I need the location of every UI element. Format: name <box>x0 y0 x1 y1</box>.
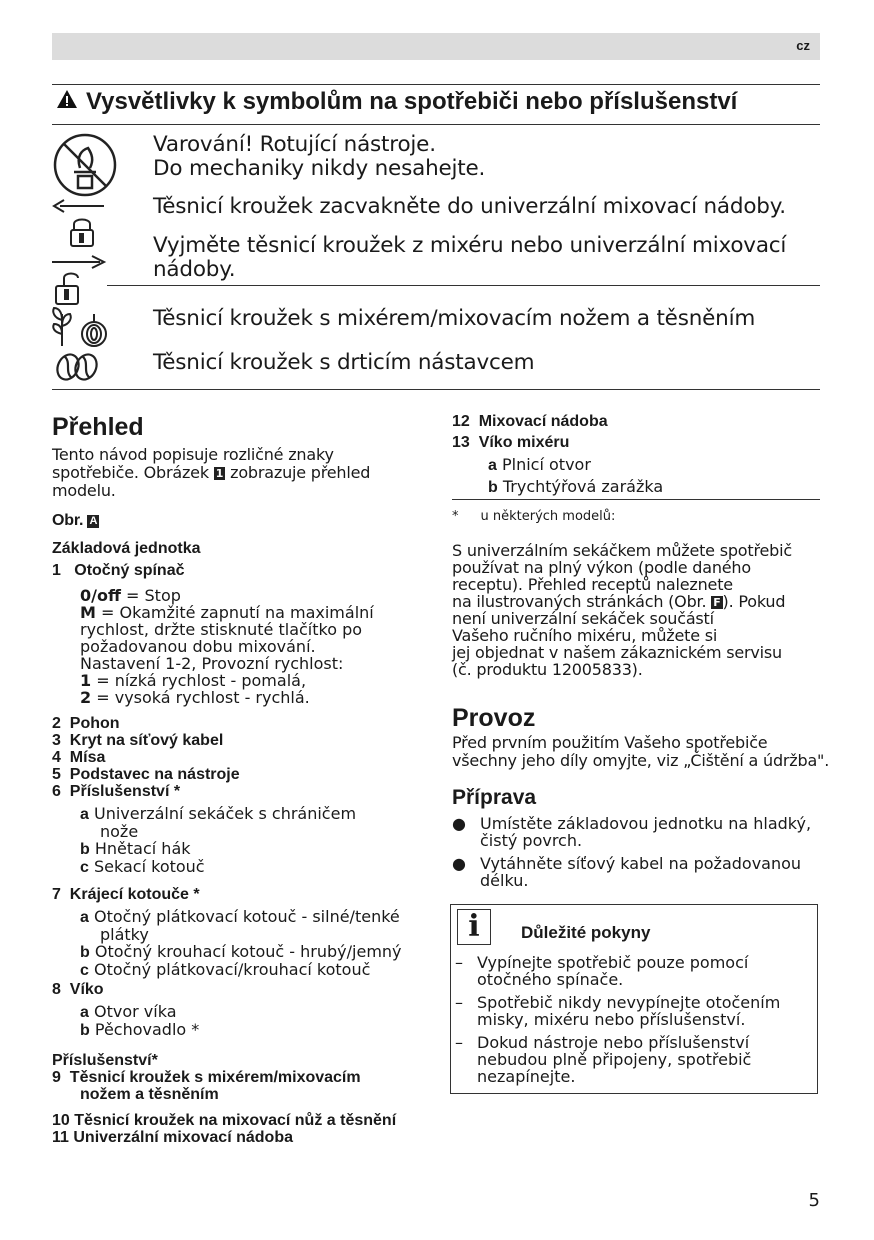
sub-item <box>452 456 822 474</box>
text-fragment: zobrazuje přehled <box>230 463 371 482</box>
sub-letter: a <box>80 909 89 926</box>
text-line: nebudou plně připojeny, spotřebič <box>477 1050 752 1069</box>
sub-letter: a <box>488 457 497 474</box>
symbol-row <box>153 234 786 282</box>
text-line <box>80 672 432 689</box>
language-code: cz <box>796 38 810 53</box>
text-fragment: Otočný krouhací kotouč - hrubý/jemný <box>94 942 402 961</box>
preparation-title: Příprava <box>452 786 537 809</box>
parts-list <box>52 540 432 1146</box>
text-line <box>452 593 832 610</box>
text-line: S univerzálním sekáčkem můžete spotřebič <box>452 541 792 560</box>
item-label: Otočný spínač <box>74 562 185 579</box>
list-item: 3 Kryt na síťový kabel <box>52 732 224 749</box>
key: 0/off <box>80 586 121 605</box>
text-fragment: Pěchovadlo * <box>94 1020 200 1039</box>
text-fragment: = nízká rychlost - pomalá, <box>91 671 307 690</box>
text-fragment: Hnětací hák <box>94 839 191 858</box>
text-line: misky, mixéru nebo příslušenství. <box>477 1010 746 1029</box>
sub-item <box>52 961 432 979</box>
text-line: Vypínejte spotřebič pouze pomocí <box>477 953 749 972</box>
text-fragment: Sekací kotouč <box>94 857 205 876</box>
symbol-text: nádoby. <box>153 257 236 282</box>
dash-icon: – <box>455 1033 463 1052</box>
symbol-text: Těsnicí kroužek s mixérem/mixovacím nožem a těsněním <box>153 306 756 331</box>
overview-intro <box>52 446 422 500</box>
operation-title: Provoz <box>452 704 536 732</box>
text-line: používat na plný výkon (podle daného <box>452 558 751 577</box>
list-item: 4 Mísa <box>52 749 106 766</box>
key: M <box>80 603 96 622</box>
text-fragment: Univerzální sekáček s chráničem <box>94 804 357 823</box>
text-fragment: Otvor víka <box>94 1002 177 1021</box>
switch-description <box>52 587 432 706</box>
footnote <box>452 509 615 524</box>
text-line: Dokud nástroje nebo příslušenství <box>477 1033 750 1052</box>
symbol-text: Varování! Rotující nástroje. <box>153 132 436 157</box>
figure-badge: F <box>713 596 721 609</box>
parts-list-cont <box>452 413 822 496</box>
text-line <box>80 689 432 706</box>
sub-letter: b <box>80 841 90 858</box>
text-line <box>52 464 422 482</box>
bullet-icon: ● <box>452 854 466 873</box>
figure-ref <box>52 512 99 530</box>
divider <box>107 285 820 286</box>
bullet-item <box>452 815 822 849</box>
sub-item <box>52 1021 432 1039</box>
symbol-row <box>153 307 755 331</box>
text-line: Vašeho ručního mixéru, můžete si <box>452 626 718 645</box>
text-line: čistý povrch. <box>480 831 583 850</box>
divider <box>52 84 820 85</box>
key: 2 <box>80 688 92 707</box>
operation-text <box>452 734 842 770</box>
sub-letter: b <box>488 479 498 496</box>
text-fragment: Otočný plátkovací kotouč - silné/tenké <box>94 907 400 926</box>
dash-item <box>455 1034 811 1085</box>
symbol-text: Vyjměte těsnicí kroužek z mixéru nebo univerzální mixovací <box>153 233 787 258</box>
important-notes-box <box>450 904 818 1094</box>
text-line: nožem a těsněním <box>80 1086 219 1103</box>
text-line: nezapínejte. <box>477 1067 576 1086</box>
footnote-mark: * <box>452 509 459 524</box>
text-line: není univerzální sekáček součástí <box>452 609 714 628</box>
bullet-item <box>452 855 822 889</box>
dash-icon: – <box>455 993 463 1012</box>
list-item: 9 Těsnicí kroužek s mixérem/mixovacím <box>52 1069 361 1086</box>
sub-item <box>452 478 822 496</box>
list-item: 10 Těsnicí kroužek na mixovací nůž a těsnění <box>52 1112 397 1129</box>
text-fragment: Plnicí otvor <box>502 455 591 474</box>
text-line: všechny jeho díly omyjte, viz „Čištění a údržba". <box>452 751 830 770</box>
list-item: 5 Podstavec na nástroje <box>52 766 240 783</box>
symbols-title-text: Vysvětlivky k symbolům na spotřebiči nebo příslušenství <box>86 88 738 115</box>
divider <box>452 499 820 500</box>
text-fragment: spotřebiče. Obrázek <box>52 463 209 482</box>
divider <box>52 389 820 390</box>
list-item: 2 Pohon <box>52 715 120 732</box>
section-label: Příslušenství* <box>52 1052 158 1069</box>
lock-arrow-left-icon <box>50 196 108 252</box>
warning-triangle-icon <box>56 88 78 116</box>
text-line: rychlost, držte stisknuté tlačítko po <box>80 620 363 639</box>
text-line: Tento návod popisuje rozličné znaky <box>52 445 334 464</box>
sub-letter: b <box>80 944 90 961</box>
overview-title: Přehled <box>52 413 144 441</box>
list-item: 12 Mixovací nádoba <box>452 413 608 430</box>
figure-badge: A <box>89 515 98 527</box>
symbol-row <box>153 351 534 375</box>
page-number: 5 <box>808 1190 820 1211</box>
chopper-note <box>452 542 832 678</box>
item-number: 1 <box>52 562 61 579</box>
sub-letter: b <box>80 1022 90 1039</box>
sub-letter: a <box>80 1004 89 1021</box>
figure-badge: 1 <box>215 467 224 480</box>
symbol-text: Do mechaniky nikdy nesahejte. <box>153 156 486 181</box>
text-line: požadovanou dobu mixování. <box>80 637 316 656</box>
list-item: 7 Krájecí kotouče * <box>52 886 200 903</box>
info-list <box>455 954 811 1085</box>
text-line: Před prvním použitím Vašeho spotřebiče <box>452 733 768 752</box>
text-line: jej objednat v našem zákaznickém servisu <box>452 643 783 662</box>
key: 1 <box>80 671 92 690</box>
dash-item <box>455 994 811 1028</box>
coffee-beans-icon <box>52 352 102 386</box>
rotating-blade-warning-icon <box>52 132 118 202</box>
sub-item <box>52 840 432 858</box>
text-line: Vytáhněte síťový kabel na požadovanou <box>480 854 802 873</box>
sub-item <box>52 858 432 876</box>
dash-icon: – <box>455 953 463 972</box>
text-line <box>80 604 432 621</box>
text-fragment: Trychtýřová zarážka <box>502 477 664 496</box>
symbol-row <box>153 195 786 219</box>
section-label: Základová jednotka <box>52 540 201 557</box>
text-fragment: ). Pokud <box>722 592 786 611</box>
text-line: nože <box>100 822 139 841</box>
bullet-icon: ● <box>452 814 466 833</box>
info-icon: i <box>457 909 491 945</box>
sub-item <box>52 943 432 961</box>
list-item <box>52 562 432 579</box>
sub-item <box>52 908 432 926</box>
text-line: receptu). Přehled receptů naleznete <box>452 575 733 594</box>
sub-letter: c <box>80 962 89 979</box>
text-line: (č. produktu 12005833). <box>452 660 643 679</box>
symbol-text: Těsnicí kroužek zacvakněte do univerzální mixovací nádoby. <box>153 194 786 219</box>
text-line: otočného spínače. <box>477 970 624 989</box>
list-item: 8 Víko <box>52 981 104 998</box>
text-fragment: Otočný plátkovací/krouhací kotouč <box>94 960 371 979</box>
text-line: Umístěte základovou jednotku na hladký, <box>480 814 812 833</box>
dash-item <box>455 954 811 988</box>
herbs-onion-icon <box>50 300 110 352</box>
header-bar <box>52 33 820 60</box>
symbols-title <box>56 88 737 116</box>
text-line: Spotřebič nikdy nevypínejte otočením <box>477 993 781 1012</box>
symbol-row <box>153 133 485 181</box>
text-line: plátky <box>100 925 149 944</box>
list-item: 6 Příslušenství * <box>52 783 181 800</box>
list-item: 13 Víko mixéru <box>452 434 570 451</box>
footnote-text: u některých modelů: <box>480 509 616 524</box>
figure-label: Obr. <box>52 512 84 529</box>
text-line: délku. <box>480 871 529 890</box>
text-fragment: na ilustrovaných stránkách (Obr. <box>452 592 707 611</box>
text-fragment: = Okamžité zapnutí na maximální <box>95 603 374 622</box>
text-fragment: = Stop <box>120 586 181 605</box>
text-line <box>80 587 432 604</box>
text-fragment: = vysoká rychlost - rychlá. <box>91 688 310 707</box>
preparation-list <box>452 815 822 889</box>
sub-item <box>52 805 432 823</box>
sub-letter: c <box>80 859 89 876</box>
divider <box>52 124 820 125</box>
sub-item <box>52 1003 432 1021</box>
text-line: modelu. <box>52 481 116 500</box>
list-item: 11 Univerzální mixovací nádoba <box>52 1129 293 1146</box>
symbol-text: Těsnicí kroužek s drticím nástavcem <box>153 350 535 375</box>
text-line: Nastavení 1-2, Provozní rychlost: <box>80 654 344 673</box>
sub-letter: a <box>80 806 89 823</box>
info-title: Důležité pokyny <box>521 923 651 942</box>
